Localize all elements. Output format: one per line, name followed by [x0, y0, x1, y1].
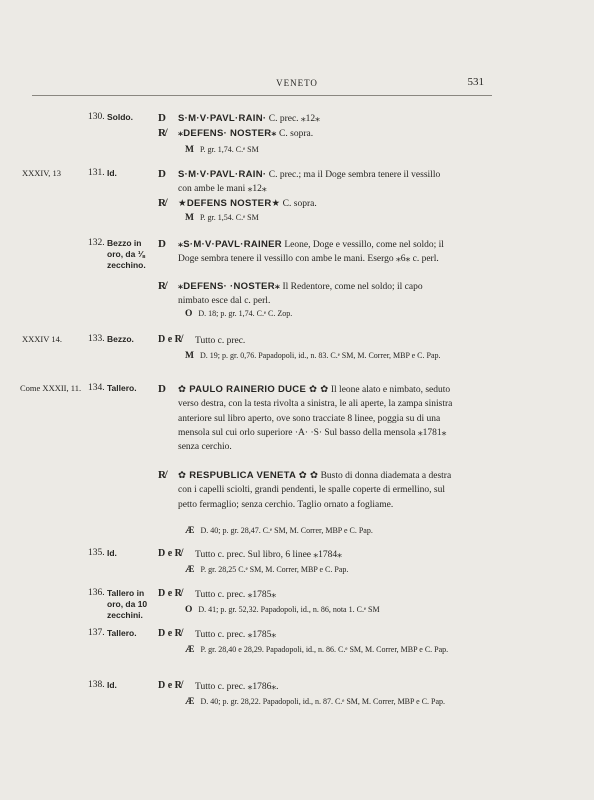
metal-mark: O: [185, 309, 193, 319]
specimen-data: D. 40; p. gr. 28,47. C.ᵉ SM, M. Correr, MBP e C. Pap.: [200, 526, 373, 535]
specimen-data: D. 40; p. gr. 28,22. Papadopoli, id., n. 87. C.ᵉ SM, M. Correr, MBP e C. Pap.: [200, 697, 446, 706]
reverse-description: [178, 280, 456, 309]
denomination: Bezzo.: [107, 334, 134, 344]
obverse-mark: D: [158, 383, 166, 395]
obverse-text: Il leone alato e nimbato, seduto verso destra, con la testa rivolta a sinistra, le ali aperte, la zampa sinistra anteriore sul libro aperto, ove sono tracciate 8 linee, poggia su di una mensola sul cui orlo superiore ·A· ·S· Sul basso della mensola ⁎1781⁎ senza cerchio.: [178, 385, 453, 453]
description: Tutto c. prec. ⁎1786⁎.: [195, 682, 279, 692]
obverse-legend: ⁎S·M·V·PAVL·RAINER: [178, 239, 282, 250]
specimen-info: [185, 696, 485, 708]
reverse-description: [178, 127, 456, 141]
reverse-description: [178, 197, 456, 211]
specimen-data: P. gr. 1,54. C.ᵉ SM: [199, 213, 259, 222]
metal-mark: Æ: [185, 565, 195, 575]
denomination: Tallero.: [107, 383, 137, 393]
both-sides-mark: D e R̸: [158, 680, 182, 691]
obverse-description: [178, 112, 456, 126]
plate-reference: XXXIV, 13: [22, 168, 62, 178]
specimen-data: D. 18; p. gr. 1,74. C.ᵉ C. Zop.: [198, 309, 293, 318]
specimen-info: [185, 308, 505, 320]
specimen-info: [185, 350, 485, 362]
specimen-info: [185, 564, 485, 576]
metal-mark: M: [185, 351, 194, 361]
description: Tutto c. prec. Sul libro, 6 linee ⁎1784⁎: [195, 550, 342, 560]
specimen-info: [185, 604, 485, 616]
entry-number: 132.: [88, 238, 105, 248]
both-sides-mark: D e R̸: [158, 628, 182, 639]
obverse-description: [178, 383, 456, 454]
plate-reference: XXXIV 14.: [22, 334, 62, 344]
specimen-data: D. 41; p. gr. 52,32. Papadopoli, id., n. 86, nota 1. C.ᵉ SM: [198, 605, 380, 614]
description: Tutto c. prec. ⁎1785⁎: [195, 630, 277, 640]
obverse-text: C. prec. ⁎12⁎: [266, 114, 320, 124]
specimen-info: [185, 212, 505, 224]
specimen-data: P. gr. 28,40 e 28,29. Papadopoli, id., n. 86. C.ᵉ SM, M. Correr, MBP e C. Pap.: [200, 645, 449, 654]
denomination: Tallero.: [107, 628, 137, 638]
both-sides-mark: D e R̸: [158, 588, 182, 599]
denomination: Id.: [107, 680, 117, 690]
specimen-data: D. 19; p. gr. 0,76. Papadopoli, id., n. 83. C.ᵉ SM, M. Correr, MBP e C. Pap.: [199, 351, 441, 360]
specimen-info: [185, 644, 485, 656]
reverse-mark: R̸: [158, 127, 166, 139]
obverse-description: [178, 238, 456, 267]
denomination: Tallero in oro, da 10 zecchini.: [107, 588, 148, 620]
obverse-text: Leone, Doge e vessillo, come nel soldo; il Doge sembra tenere il vessillo con ambe le mani. Esergo ⁎6⁎ c. perl.: [178, 240, 444, 265]
reverse-legend: ★DEFENS NOSTER★: [178, 198, 281, 209]
obverse-legend: S·M·V·PAVL·RAIN·: [178, 113, 267, 124]
description: Tutto c. prec. ⁎1785⁎: [195, 590, 277, 600]
entry-number: 130.: [88, 112, 105, 122]
reverse-text: C. sopra.: [276, 129, 314, 139]
both-sides-mark: D e R̸: [158, 548, 182, 559]
denomination: Soldo.: [107, 112, 133, 122]
header-rule: [32, 95, 492, 96]
metal-mark: Æ: [185, 645, 195, 655]
reverse-legend: ⁎DEFENS· ·NOSTER⁎: [178, 281, 281, 292]
obverse-mark: D: [158, 112, 166, 124]
page-number: 531: [467, 76, 484, 88]
obverse-mark: D: [158, 238, 166, 250]
reverse-mark: R̸: [158, 197, 166, 209]
reverse-mark: R̸: [158, 469, 166, 481]
obverse-mark: D: [158, 168, 166, 180]
metal-mark: Æ: [185, 526, 195, 536]
reverse-mark: R̸: [158, 280, 166, 292]
metal-mark: Æ: [185, 697, 195, 707]
both-sides-mark: D e R̸: [158, 334, 182, 345]
reverse-text: Il Redentore, come nel soldo; il capo nimbato esce dal c. perl.: [178, 282, 423, 307]
metal-mark: O: [185, 605, 193, 615]
entry-number: 133.: [88, 334, 105, 344]
entry-number: 135.: [88, 548, 105, 558]
obverse-description: [178, 168, 456, 197]
description: Tutto c. prec.: [195, 336, 246, 346]
reverse-legend: ✿ RESPUBLICA VENETA ✿ ✿: [178, 470, 319, 481]
reverse-legend: ⁎DEFENS· NOSTER⁎: [178, 128, 277, 139]
entry-number: 138.: [88, 680, 105, 690]
obverse-text: C. prec.; ma il Doge sembra tenere il vessillo con ambe le mani ⁎12⁎: [178, 170, 441, 195]
reverse-text: Busto di donna diademata a destra con i capelli sciolti, grandi pendenti, le spalle coperte di ermellino, sul petto fermaglio; senza cerchio. Taglio ornato a fogliame.: [178, 471, 452, 510]
running-header: VENETO: [276, 78, 318, 88]
reverse-description: [178, 469, 456, 512]
entry-number: 136.: [88, 588, 105, 598]
obverse-legend: S·M·V·PAVL·RAIN·: [178, 169, 267, 180]
specimen-data: P. gr. 1,74. C.ᵉ SM: [199, 145, 259, 154]
plate-reference: Come XXXII, 11.: [20, 383, 82, 393]
specimen-info: [185, 525, 485, 537]
denomination: Id.: [107, 168, 117, 178]
reverse-text: C. sopra.: [280, 199, 317, 209]
denomination: Id.: [107, 548, 117, 558]
obverse-legend: ✿ PAULO RAINERIO DUCE ✿ ✿: [178, 384, 329, 395]
denomination: Bezzo in oro, da ⅛ zecchino.: [107, 238, 146, 270]
specimen-data: P. gr. 28,25 C.ᵉ SM, M. Correr, MBP e C. Pap.: [200, 565, 349, 574]
entry-number: 131.: [88, 168, 105, 178]
entry-number: 137.: [88, 628, 105, 638]
metal-mark: M: [185, 213, 194, 223]
specimen-info: [185, 144, 505, 156]
metal-mark: M: [185, 145, 194, 155]
entry-number: 134.: [88, 383, 105, 393]
